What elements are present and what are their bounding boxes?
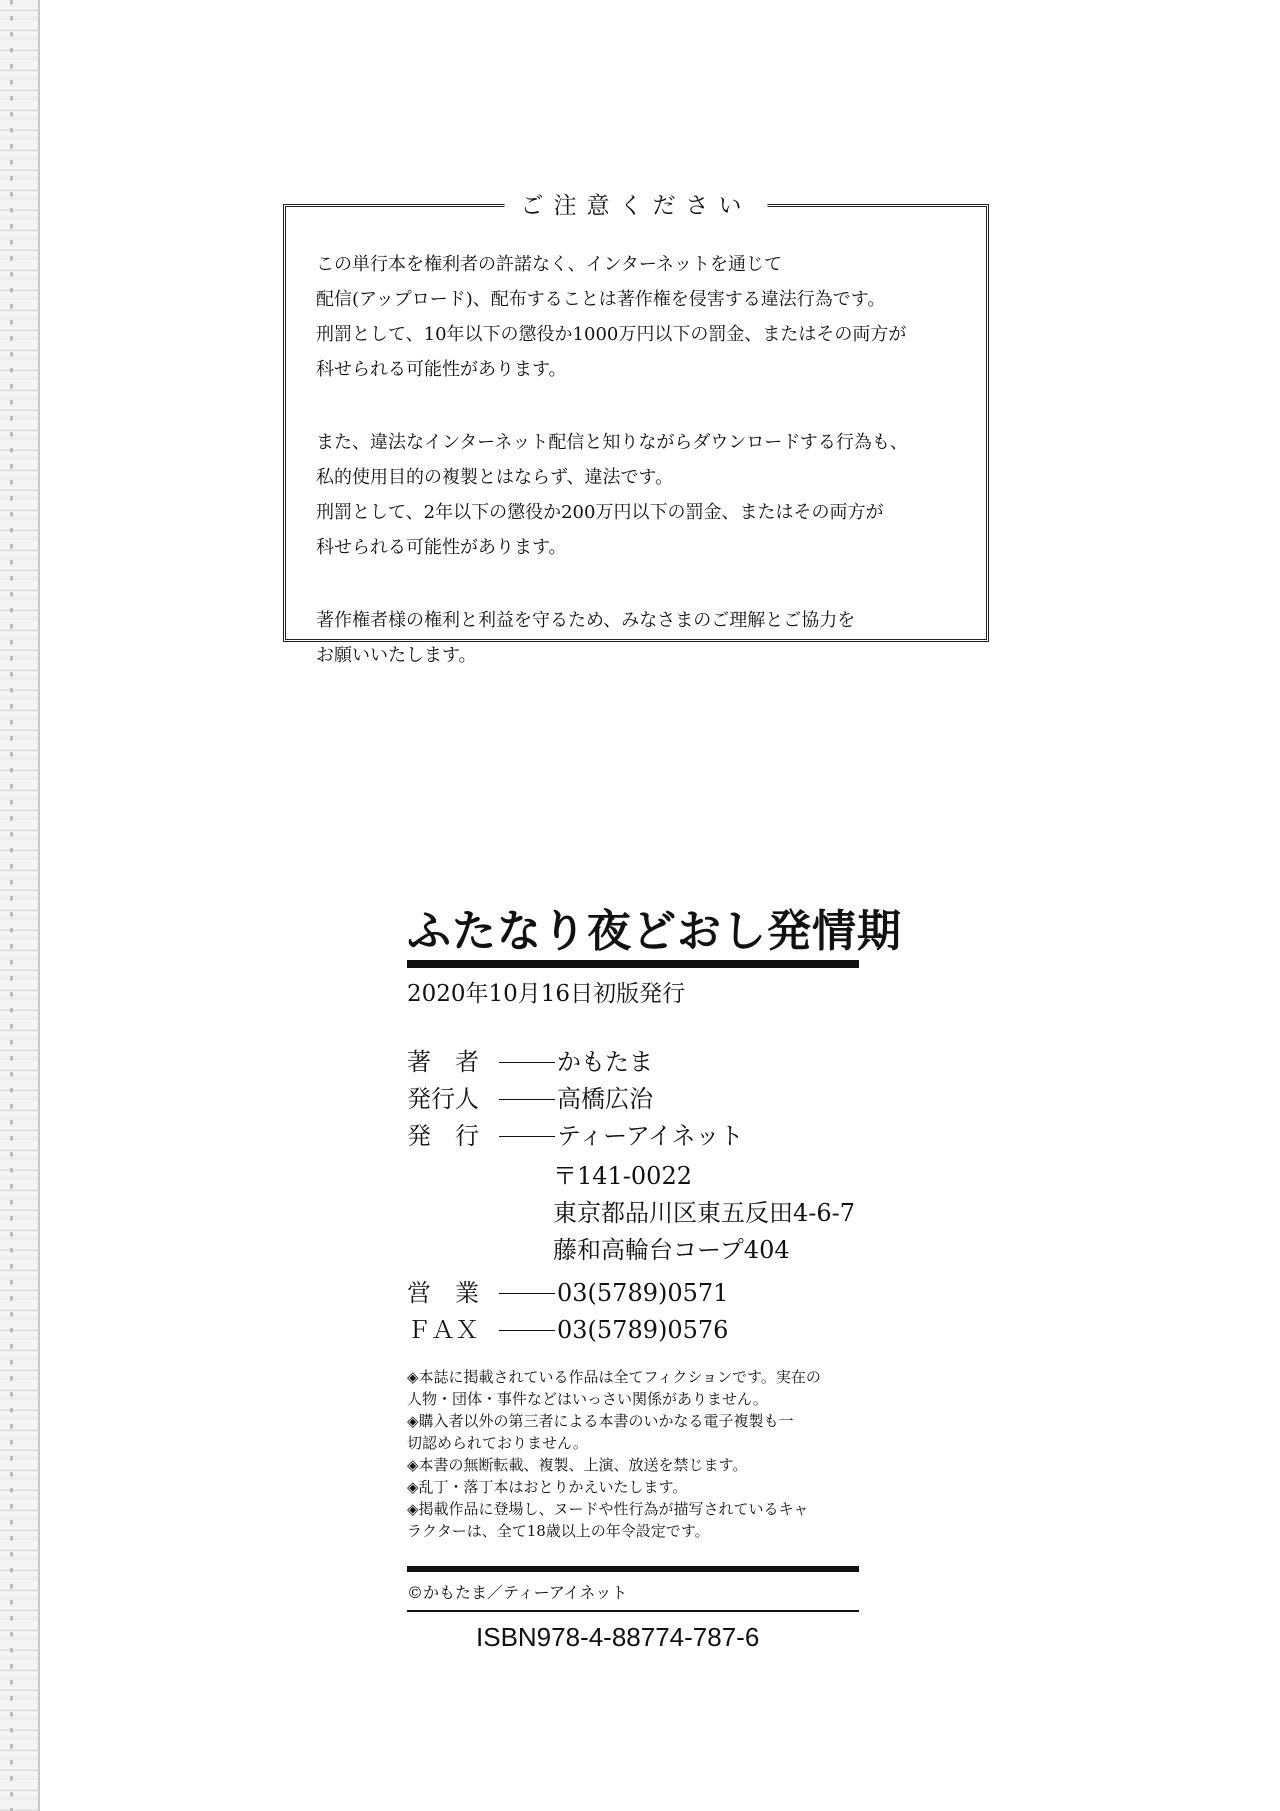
copyright-rule xyxy=(407,1610,859,1612)
title-rule xyxy=(407,960,859,968)
notice-line: この単行本を権利者の許諾なく、インターネットを通じて xyxy=(316,254,783,275)
notice-paragraph xyxy=(316,603,966,673)
leader-dash xyxy=(499,1062,555,1063)
notice-line: 科せられる可能性があります。 xyxy=(316,537,567,558)
publisher-row xyxy=(407,1118,855,1155)
note-line: ◈本誌に掲載されている作品は全てフィクションです。実在の xyxy=(407,1368,821,1386)
note-line: 人物・団体・事件などはいっさい関係がありません。 xyxy=(407,1390,768,1408)
fax-number: 03(5789)0576 xyxy=(557,1316,729,1344)
notice-body xyxy=(316,247,966,711)
issuer-row xyxy=(407,1081,855,1118)
notice-line: 刑罰として、10年以下の懲役か1000万円以下の罰金、またはその両方が xyxy=(316,324,907,345)
isbn: ISBN978-4-88774-787-6 xyxy=(476,1622,760,1652)
note-line: ◈掲載作品に登場し、ヌードや性行為が描写されているキャ xyxy=(407,1500,809,1518)
publication-date: 2020年10月16日初版発行 xyxy=(407,981,686,1007)
copyright-line: ©かもたま／ティーアイネット xyxy=(407,1583,628,1602)
sales-phone: 03(5789)0571 xyxy=(557,1279,729,1307)
copyright-notice-box xyxy=(283,193,989,666)
issuer-name: 高橋広治 xyxy=(557,1085,653,1113)
notice-paragraph xyxy=(316,425,966,565)
leader-dash xyxy=(499,1330,555,1331)
notice-line: 刑罰として、2年以下の懲役か200万円以下の罰金、またはその両方が xyxy=(316,502,884,523)
publisher-name: ティーアイネット xyxy=(557,1122,744,1150)
leader-dash xyxy=(499,1293,555,1294)
sales-label: 営 業 xyxy=(407,1279,479,1307)
notice-line: また、違法なインターネット配信と知りながらダウンロードする行為も、 xyxy=(316,432,908,453)
note-line: ◈本書の無断転載、複製、上演、放送を禁じます。 xyxy=(407,1456,748,1474)
issuer-label: 発行人 xyxy=(407,1085,479,1113)
note-line: 切認められておりません。 xyxy=(407,1434,588,1452)
notice-line: お願いいたします。 xyxy=(316,645,477,666)
publisher-address xyxy=(407,1155,855,1275)
address-line: 東京都品川区東五反田4-6-7 xyxy=(553,1199,856,1227)
leader-dash xyxy=(499,1099,555,1100)
postal-code: 〒141-0022 xyxy=(553,1162,692,1190)
notice-title: ご注意ください xyxy=(505,187,768,220)
notice-paragraph xyxy=(316,247,966,387)
fax-label: ＦＡＸ xyxy=(407,1316,479,1344)
note-line: ◈乱丁・落丁本はおとりかえいたします。 xyxy=(407,1478,688,1496)
author-row xyxy=(407,1044,855,1081)
note-line: ラクターは、全て18歳以上の年令設定です。 xyxy=(407,1522,710,1540)
notice-line: 著作権者様の権利と利益を守るため、みなさまのご理解とご協力を xyxy=(316,610,856,631)
author-label: 著 者 xyxy=(407,1048,479,1076)
notes-rule xyxy=(407,1566,859,1572)
note-line: ◈購入者以外の第三者による本書のいかなる電子複製も一 xyxy=(407,1412,794,1430)
book-title: ふたなり夜どおし発情期 xyxy=(407,906,902,957)
sales-row xyxy=(407,1275,855,1312)
notice-line: 配信(アップロード)、配布することは著作権を侵害する違法行為です。 xyxy=(316,289,886,310)
leader-dash xyxy=(499,1136,555,1137)
legal-notes xyxy=(407,1366,867,1542)
author-name: かもたま xyxy=(557,1048,653,1076)
scanned-page-edge xyxy=(0,0,40,1811)
publisher-label: 発 行 xyxy=(407,1122,479,1150)
notice-line: 私的使用目的の複製とはならず、違法です。 xyxy=(316,467,674,488)
fax-row xyxy=(407,1312,855,1349)
notice-line: 科せられる可能性があります。 xyxy=(316,359,567,380)
address-line: 藤和高輪台コープ404 xyxy=(553,1236,790,1264)
credits-block xyxy=(407,1044,855,1349)
